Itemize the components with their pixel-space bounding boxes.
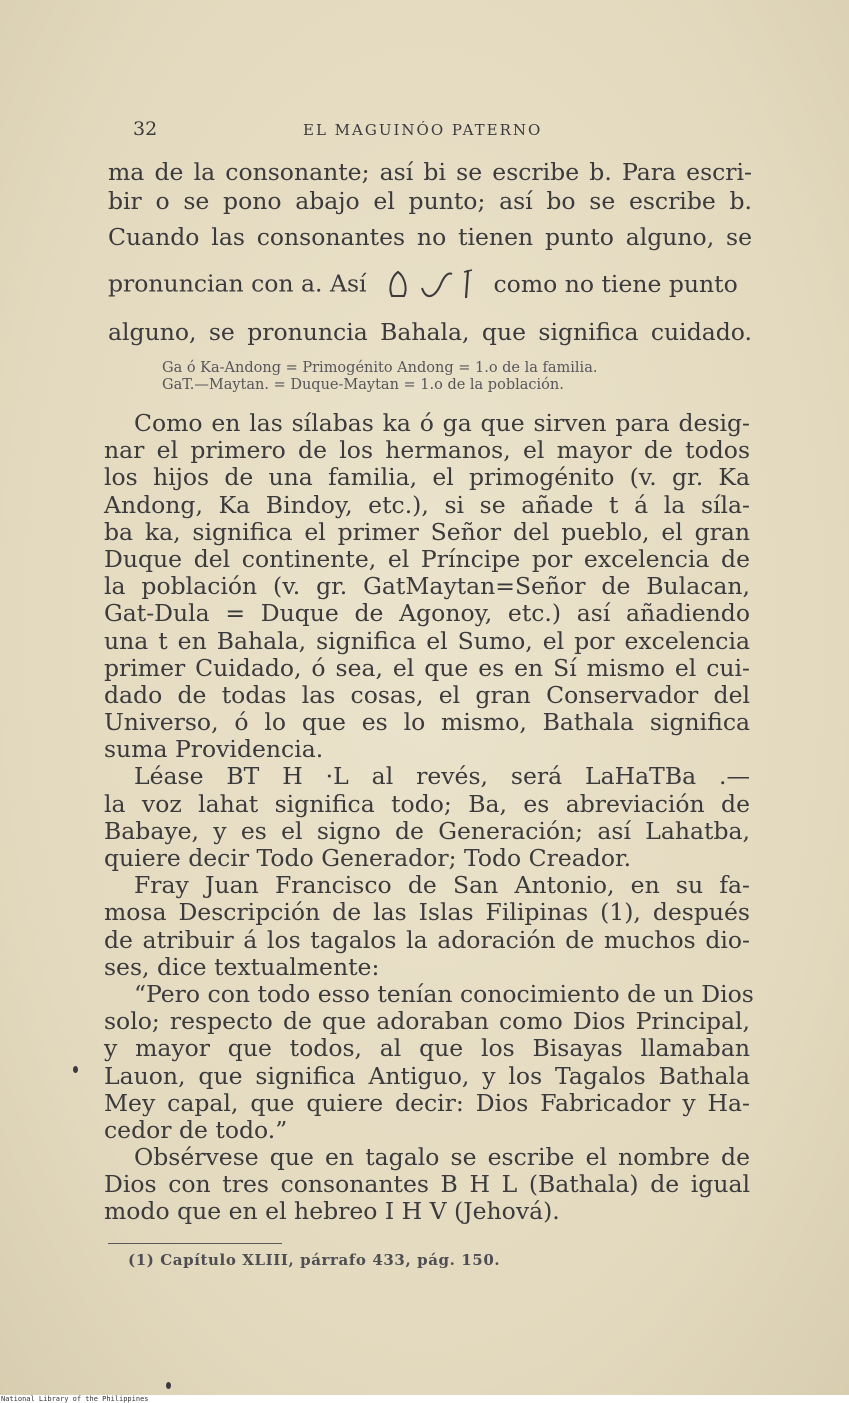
text-line: “Pero con todo esso tenían conocimiento de un Dios [134,979,754,1008]
line-text: pronuncian con a. Así [108,269,367,298]
text-line: cedor de todo.” [104,1115,288,1144]
body-text [104,409,754,1226]
text-line: Lauon, que significa Antiguo, y los Tagalos Bathala [104,1061,750,1090]
text-line: ses, dice textualmente: [104,952,380,981]
text-line: Fray Juan Francisco de San Antonio, en su fa- [134,871,750,900]
text-line: y mayor que todos, al que los Bisayas llamaban [104,1034,750,1063]
text-line: primer Cuidado, ó sea, el que es en Sí mismo el cui- [104,653,750,682]
baybayin-glyphs [382,266,478,304]
text-line: de atribuir á los tagalos la adoración de muchos dio- [104,925,750,954]
text-line: una t en Bahala, significa el Sumo, el por excelencia [104,626,750,655]
text-line [108,158,752,186]
text-line: la población (v. gr. GatMaytan=Señor de Bulacan, [104,572,750,601]
text-line: suma Providencia. [104,735,324,764]
text-line [108,223,752,251]
text-line: Mey capal, que quiere decir: Dios Fabricador y Ha- [104,1088,750,1117]
text-line: solo; respecto de que adoraban como Dios Principal, [104,1007,750,1036]
running-title: EL MAGUINÓO PATERNO [303,121,543,139]
footnote: (1) Capítulo XLIII, párrafo 433, pág. 150. [128,1251,501,1269]
line-text: bir o se pono abajo el punto; así bo se escribe b. [108,187,752,215]
page-header [133,118,733,144]
text-line-with-script [108,266,752,304]
text-line: Babaye, y es el signo de Generación; así Lahatba, [104,816,750,845]
note-text: GaT.—Maytan. = Duque-Maytan = 1.o de la población. [162,377,564,393]
page-number: 32 [133,118,158,140]
text-line: modo que en el hebreo I H V (Jehová). [104,1197,560,1226]
text-line: Gat-Dula = Duque de Agonoy, etc.) así añadiendo [104,599,750,628]
line-text: Cuando las consonantes no tienen punto alguno, se [108,223,752,251]
text-line: dado de todas las cosas, el gran Conservador del [104,680,750,709]
text-line: la voz lahat significa todo; Ba, es abreviación de [104,789,750,818]
text-line: mosa Descripción de las Islas Filipinas (1), después [104,898,750,927]
line-text: ma de la consonante; así bi se escribe b. Para escri- [108,158,752,186]
text-line: Obsérvese que en tagalo se escribe el nombre de [134,1143,750,1172]
note-line [162,360,742,376]
text-line [108,187,752,215]
ink-spot [73,1066,78,1073]
text-line: Universo, ó lo que es lo mismo, Bathala significa [104,708,750,737]
text-line: Como en las sílabas ka ó ga que sirven para desig- [134,409,750,437]
text-line: Andong, Ka Bindoy, etc.), si se añade t á la síla- [104,490,750,519]
text-line: los hijos de una familia, el primogénito (v. gr. Ka [104,463,750,492]
library-credit: National Library of the Philippines [1,1395,149,1403]
line-text: alguno, se pronuncia Bahala, que significa cuidado. [108,318,752,346]
text-line [108,318,752,346]
text-line: Dios con tres consonantes B H L (Bathala) de igual [104,1170,750,1199]
text-line: nar el primero de los hermanos, el mayor de todos [104,436,750,465]
text-line: Léase BT H ·L al revés, será LaHaTBa .— [134,762,750,791]
text-line: Duque del continente, el Príncipe por excelencia de [104,544,750,573]
footnote-rule [108,1243,282,1244]
text-line: ba ka, significa el primer Señor del pueblo, el gran [104,517,750,546]
line-text: como no tiene punto [493,269,738,298]
note-text: Ga ó Ka-Andong = Primogénito Andong = 1.o de la familia. [162,360,598,376]
note-line [162,377,742,393]
ink-spot [166,1382,171,1389]
text-line: quiere decir Todo Generador; Todo Creador. [104,844,632,872]
